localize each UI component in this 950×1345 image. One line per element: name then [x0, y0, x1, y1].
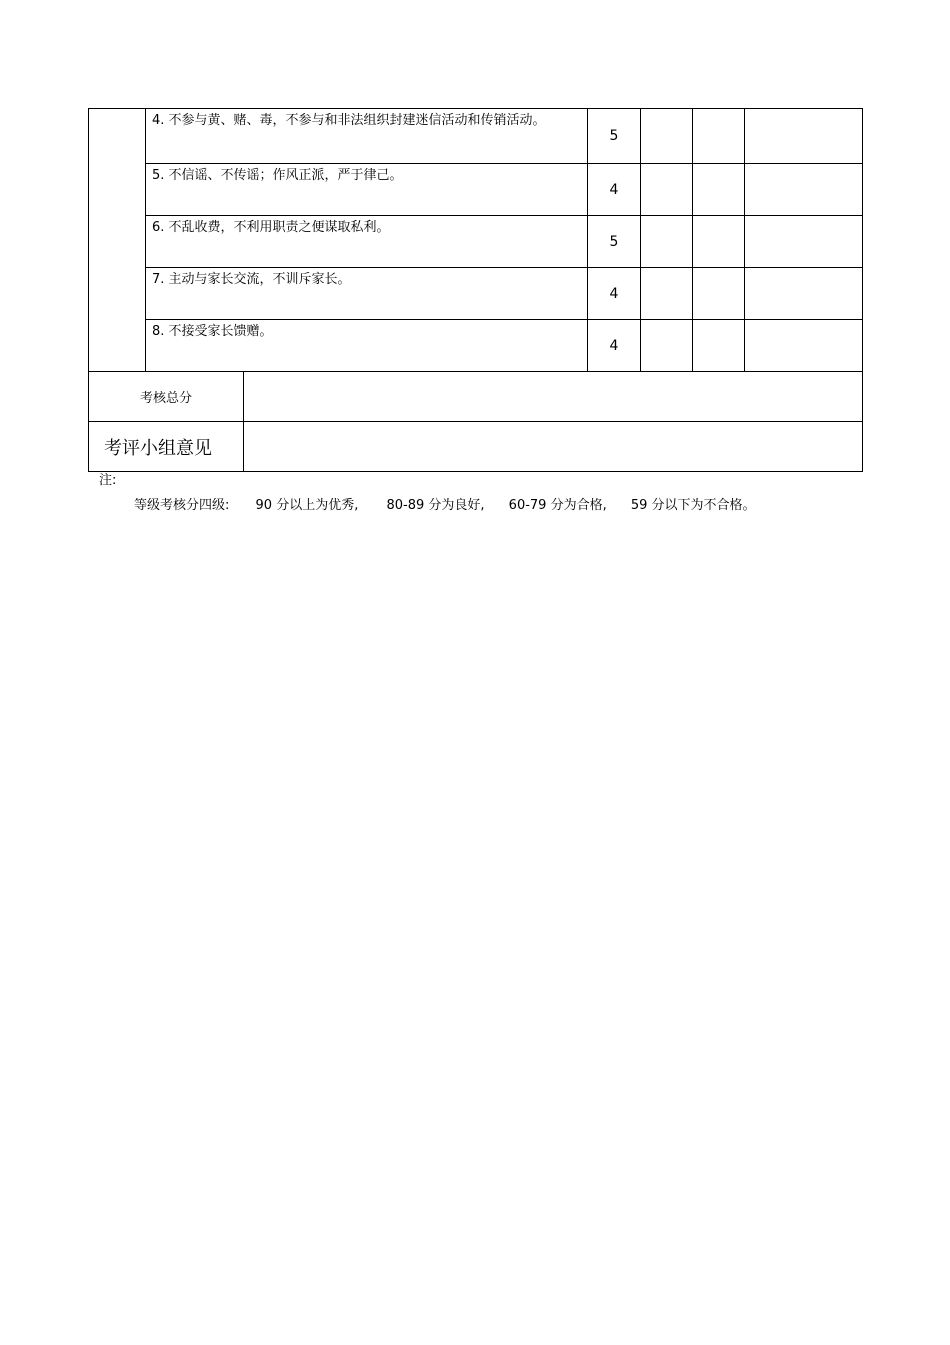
group-score-cell [693, 320, 745, 372]
remark-cell [745, 320, 863, 372]
remark-cell [745, 164, 863, 216]
group-score-cell [693, 164, 745, 216]
self-score-cell [641, 268, 693, 320]
total-score-value-cell [244, 372, 863, 422]
item-text-cell: 8. 不接受家长馈赠。 [146, 320, 588, 372]
table-row [89, 320, 863, 372]
remark-cell [745, 216, 863, 268]
grade-pass: 60-79 分为合格, [508, 498, 607, 513]
remark-cell [745, 268, 863, 320]
self-score-cell [641, 109, 693, 164]
score-cell: 4 [588, 164, 641, 216]
evaluation-table [88, 108, 863, 472]
total-score-label: 考核总分 [89, 372, 244, 422]
item-text-cell: 6. 不乱收费，不利用职责之便谋取私利。 [146, 216, 588, 268]
grade-excellent: 90 分以上为优秀, [255, 498, 359, 513]
score-cell: 4 [588, 268, 641, 320]
self-score-cell [641, 320, 693, 372]
self-score-cell [641, 216, 693, 268]
group-opinion-value-cell [244, 422, 863, 472]
group-score-cell [693, 109, 745, 164]
item-text-cell: 4. 不参与黄、赌、毒，不参与和非法组织封建迷信活动和传销活动。 [146, 109, 588, 164]
group-opinion-row [89, 422, 863, 472]
group-score-cell [693, 216, 745, 268]
group-score-cell [693, 268, 745, 320]
group-opinion-label: 考评小组意见 [89, 422, 244, 472]
total-score-row [89, 372, 863, 422]
grade-good: 80-89 分为良好, [386, 498, 485, 513]
score-cell: 5 [588, 109, 641, 164]
grade-fail: 59 分以下为不合格。 [630, 498, 756, 513]
table-row [89, 164, 863, 216]
self-score-cell [641, 164, 693, 216]
table-row [89, 268, 863, 320]
grading-note-prefix: 等级考核分四级: [134, 498, 230, 513]
remark-cell [745, 109, 863, 164]
category-cell [89, 109, 146, 372]
score-cell: 5 [588, 216, 641, 268]
table-row [89, 216, 863, 268]
grading-note [134, 494, 756, 513]
item-text-cell: 5. 不信谣、不传谣；作风正派，严于律己。 [146, 164, 588, 216]
item-text-cell: 7. 主动与家长交流，不训斥家长。 [146, 268, 588, 320]
score-cell: 4 [588, 320, 641, 372]
note-label: 注: [99, 473, 117, 488]
table-row [89, 109, 863, 164]
